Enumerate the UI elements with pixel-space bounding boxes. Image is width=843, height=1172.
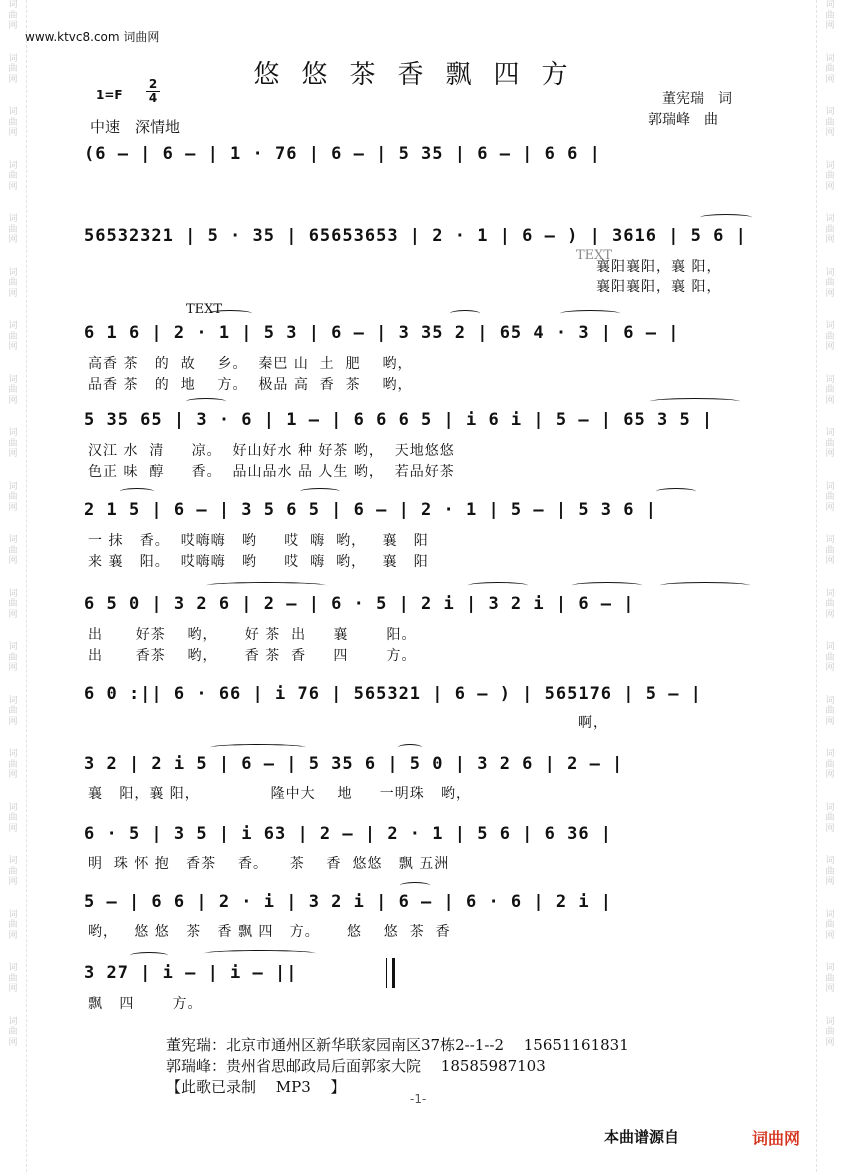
watermark-char: 曲 [8,1027,18,1037]
watermark-char: 网 [8,984,18,994]
watermark-char: 曲 [825,278,835,288]
slur-mark [120,488,154,495]
left-cut-line [26,0,27,1172]
recording-note: 【此歌已录制 MP3 】 [166,1078,346,1096]
watermark-char: 词 [825,856,835,866]
watermark-group [819,1017,841,1049]
slur-mark [650,398,740,405]
watermark-char: 网 [8,74,18,85]
watermark-char: 词 [8,588,18,599]
score-line-8: 3 2 | 2 i 5 | 6 – | 5 35 6 | 5 0 | 3 2 6 | 2 – | [84,754,624,774]
slur-mark [130,952,168,959]
watermark-group [2,856,24,888]
watermark-char: 网 [8,342,18,352]
meter-top: 2 [148,77,158,91]
watermark-char: 曲 [8,117,18,128]
score-line-9: 6 · 5 | 3 5 | i 63 | 2 – | 2 · 1 | 5 6 | 6 36 | [84,824,613,844]
meter-bottom: 4 [146,91,160,105]
watermark-char: 曲 [8,759,18,770]
slur-mark [656,488,696,495]
watermark-char: 网 [8,235,18,245]
lyric-line-5b: 来 襄 阳。 哎嗨嗨 哟 哎 嗨 哟， 襄 阳 [88,554,429,570]
watermark-char: 曲 [8,10,18,21]
watermark-char: 网 [825,502,835,513]
watermark-char: 曲 [8,973,18,984]
lyric-line-2a: 襄阳襄阳，襄 阳， [596,259,722,275]
watermark-char: 词 [825,53,835,64]
watermark-group [2,642,24,674]
tempo-marking: 中速 深情地 [90,118,181,136]
watermark-char: 曲 [825,224,835,235]
watermark-char: 网 [825,930,835,941]
slur-mark [398,744,422,751]
watermark-char: 曲 [8,545,18,556]
watermark-group [2,696,24,728]
watermark-group [2,107,24,139]
watermark-char: 曲 [825,545,835,556]
watermark-group [2,535,24,567]
watermark-char: 网 [8,609,18,620]
watermark-char: 网 [8,181,18,192]
lyricist-credit: 董宪瑞 词 [662,91,732,107]
right-cut-line [816,0,817,1172]
watermark-char: 词 [8,535,18,545]
watermark-char: 曲 [825,706,835,716]
right-watermark-column [819,0,841,1172]
key-signature: 1=F [96,88,123,102]
watermark-group [2,161,24,193]
slur-mark [572,582,642,589]
lyric-line-11a: 飘 四 方。 [88,996,203,1012]
score-line-3: 6 1 6 | 2 · 1 | 5 3 | 6 – | 3 35 2 | 65 4 · 3 | 6 – | [84,323,680,343]
watermark-char: 网 [8,877,18,887]
watermark-group [819,910,841,942]
watermark-group [819,321,841,353]
watermark-char: 词 [8,856,18,866]
watermark-char: 曲 [825,171,835,181]
watermark-char: 词 [825,535,835,545]
watermark-group [819,214,841,246]
watermark-group [819,375,841,407]
watermark-char: 词 [825,642,835,652]
watermark-char: 曲 [8,278,18,288]
watermark-char: 词 [8,0,18,10]
lyric-line-9a: 明 珠 怀 抱 香茶 香。 茶 香 悠悠 飘 五洲 [88,856,450,872]
watermark-char: 曲 [825,920,835,930]
lyric-line-6a: 出 好茶 哟， 好 茶 出 襄 阳。 [88,627,417,643]
watermark-char: 词 [825,1016,835,1027]
watermark-group [2,1017,24,1049]
score-line-4: 5 35 65 | 3 · 6 | 1 – | 6 6 6 5 | i 6 i | 5 – | 65 3 5 | [84,410,714,430]
watermark-char: 曲 [825,652,835,663]
lyric-line-6b: 出 香茶 哟， 香 茶 香 四 方。 [88,648,417,664]
watermark-char: 词 [8,53,18,64]
watermark-char: 网 [8,823,18,834]
time-signature [146,78,160,105]
watermark-char: 曲 [825,599,835,609]
watermark-char: 词 [8,267,18,278]
watermark-group [2,268,24,300]
lyric-line-7a: 啊， [578,715,608,731]
watermark-char: 曲 [8,920,18,930]
watermark-char: 词 [8,107,18,117]
watermark-char: 词 [825,481,835,492]
contact-composer: 郭瑞峰：贵州省思邮政局后面郭家大院 18585987103 [166,1057,546,1075]
watermark-char: 词 [8,321,18,331]
watermark-char: 网 [825,181,835,192]
score-line-7: 6 0 :|| 6 · 66 | i 76 | 565321 | 6 – ) | 565176 | 5 – | [84,684,702,704]
watermark-char: 词 [8,160,18,171]
watermark-char: 曲 [825,759,835,770]
watermark-char: 曲 [8,492,18,502]
score-line-2: 56532321 | 5 · 35 | 65653653 | 2 · 1 | 6 – ) | 3616 | 5 6 | [84,226,747,246]
left-watermark-column [2,0,24,1172]
watermark-char: 词 [8,695,18,706]
watermark-char: 曲 [8,652,18,663]
watermark-char: 网 [825,663,835,673]
slur-mark [204,950,316,957]
watermark-group [819,535,841,567]
watermark-char: 曲 [8,438,18,449]
watermark-char: 词 [8,802,18,813]
final-barline-thick [392,958,395,988]
slur-mark [560,310,620,317]
score-line-6: 6 5 0 | 3 2 6 | 2 – | 6 · 5 | 2 i | 3 2 i | 6 – | [84,594,635,614]
watermark-char: 词 [8,214,18,224]
watermark-char: 词 [825,963,835,973]
watermark-char: 词 [8,428,18,438]
watermark-char: 曲 [825,10,835,21]
watermark-char: 词 [8,1016,18,1027]
watermark-char: 曲 [825,813,835,823]
watermark-group [819,482,841,514]
watermark-char: 词 [8,374,18,385]
final-barline-thin [386,958,387,988]
watermark-char: 词 [825,321,835,331]
watermark-char: 网 [8,930,18,941]
lyric-line-10a: 哟， 悠 悠 茶 香 飘 四 方。 悠 悠 茶 香 [88,924,451,940]
lyric-line-3a: 高香 茶 的 故 乡。 秦巴 山 土 肥 哟， [88,356,413,372]
watermark-char: 词 [825,909,835,920]
watermark-group [2,482,24,514]
watermark-char: 曲 [825,438,835,449]
watermark-group [2,428,24,460]
lyric-line-4b: 色正 味 醇 香。 品山品水 品 人生 哟， 若品好茶 [88,464,455,480]
watermark-group [819,803,841,835]
watermark-char: 网 [8,663,18,673]
watermark-char: 词 [825,267,835,278]
slur-mark [206,582,326,589]
slur-mark [450,310,480,317]
watermark-char: 曲 [8,224,18,235]
watermark-char: 网 [825,74,835,85]
lyric-line-8a: 襄 阳，襄 阳， 隆中大 地 一明珠 哟， [88,786,472,802]
watermark-char: 曲 [825,64,835,74]
watermark-char: 曲 [825,866,835,877]
watermark-char: 网 [8,502,18,513]
score-line-11: 3 27 | i – | i – || [84,963,298,983]
slur-mark [300,488,340,495]
watermark-char: 网 [825,395,835,406]
watermark-char: 网 [8,716,18,727]
lyric-line-5a: 一 抹 香。 哎嗨嗨 哟 哎 嗨 哟， 襄 阳 [88,533,429,549]
watermark-char: 词 [825,374,835,385]
watermark-char: 网 [825,823,835,834]
score-line-5: 2 1 5 | 6 – | 3 5 6 5 | 6 – | 2 · 1 | 5 – | 5 3 6 | [84,500,657,520]
watermark-char: 曲 [8,866,18,877]
watermark-char: 曲 [825,1027,835,1037]
watermark-char: 网 [8,449,18,459]
slur-mark [660,582,750,589]
watermark-char: 曲 [8,813,18,823]
watermark-char: 词 [8,481,18,492]
watermark-char: 网 [8,1037,18,1048]
watermark-char: 网 [825,716,835,727]
watermark-group [819,0,841,32]
watermark-char: 词 [8,749,18,759]
watermark-char: 曲 [8,706,18,716]
watermark-char: 曲 [8,331,18,342]
watermark-char: 曲 [825,331,835,342]
watermark-char: 网 [825,128,835,138]
watermark-group [819,963,841,995]
watermark-char: 网 [8,395,18,406]
song-title: 悠悠茶香飘四方 [253,60,590,90]
watermark-char: 曲 [8,599,18,609]
contact-lyricist: 董宪瑞：北京市通州区新华联家园南区37栋2--1--2 15651161831 [166,1036,629,1054]
watermark-group [819,749,841,781]
watermark-char: 曲 [8,385,18,395]
watermark-char: 网 [825,449,835,459]
watermark-group [2,963,24,995]
watermark-group [819,428,841,460]
text-label: TEXT [576,248,613,263]
lyric-line-3b: 品香 茶 的 地 方。 极品 高 香 茶 哟， [88,377,413,393]
slur-mark [210,744,306,751]
watermark-group [819,268,841,300]
watermark-char: 网 [825,21,835,31]
watermark-group [2,375,24,407]
watermark-char: 网 [8,21,18,31]
lyric-line-2b: 襄阳襄阳，襄 阳， [596,279,722,295]
watermark-char: 网 [825,288,835,299]
watermark-group [819,107,841,139]
watermark-char: 词 [825,695,835,706]
watermark-char: 词 [825,107,835,117]
watermark-char: 曲 [825,492,835,502]
watermark-char: 曲 [8,171,18,181]
lyric-line-4a: 汉江 水 清 凉。 好山好水 种 好茶 哟， 天地悠悠 [88,443,455,459]
watermark-char: 网 [825,1037,835,1048]
watermark-char: 词 [825,0,835,10]
watermark-char: 词 [8,909,18,920]
composer-credit: 郭瑞峰 曲 [648,112,718,128]
watermark-char: 词 [825,802,835,813]
watermark-char: 网 [8,556,18,566]
watermark-group [2,749,24,781]
watermark-char: 词 [825,214,835,224]
source-label: 本曲谱源自 [604,1128,680,1146]
watermark-group [819,696,841,728]
watermark-char: 词 [825,160,835,171]
watermark-group [2,803,24,835]
watermark-char: 词 [825,428,835,438]
site-url[interactable]: www.ktvc8.com 词曲网 [25,30,160,44]
watermark-char: 曲 [825,117,835,128]
watermark-group [819,856,841,888]
watermark-group [819,161,841,193]
watermark-group [819,589,841,621]
watermark-char: 曲 [825,385,835,395]
watermark-char: 网 [8,770,18,780]
text-label: TEXT [186,302,223,317]
watermark-group [2,321,24,353]
watermark-char: 曲 [8,64,18,74]
source-site-link[interactable]: 词曲网 [752,1129,801,1148]
watermark-char: 网 [825,877,835,887]
watermark-group [2,589,24,621]
slur-mark [400,882,430,889]
watermark-char: 网 [825,770,835,780]
watermark-char: 网 [825,342,835,352]
page-number: -1- [410,1092,427,1106]
slur-mark [700,214,752,221]
watermark-char: 词 [825,588,835,599]
watermark-char: 网 [825,556,835,566]
watermark-char: 网 [8,128,18,138]
watermark-group [819,642,841,674]
watermark-group [2,214,24,246]
slur-mark [186,398,226,405]
score-line-1: (6 – | 6 – | 1 · 76 | 6 – | 5 35 | 6 – | 6 6 | [84,144,601,164]
watermark-group [2,0,24,32]
watermark-char: 网 [825,984,835,994]
watermark-char: 网 [8,288,18,299]
watermark-char: 词 [8,963,18,973]
watermark-group [2,910,24,942]
watermark-char: 词 [8,642,18,652]
score-line-10: 5 – | 6 6 | 2 · i | 3 2 i | 6 – | 6 · 6 | 2 i | [84,892,613,912]
watermark-char: 网 [825,235,835,245]
watermark-char: 曲 [825,973,835,984]
watermark-char: 网 [825,609,835,620]
slur-mark [468,582,528,589]
watermark-char: 词 [825,749,835,759]
